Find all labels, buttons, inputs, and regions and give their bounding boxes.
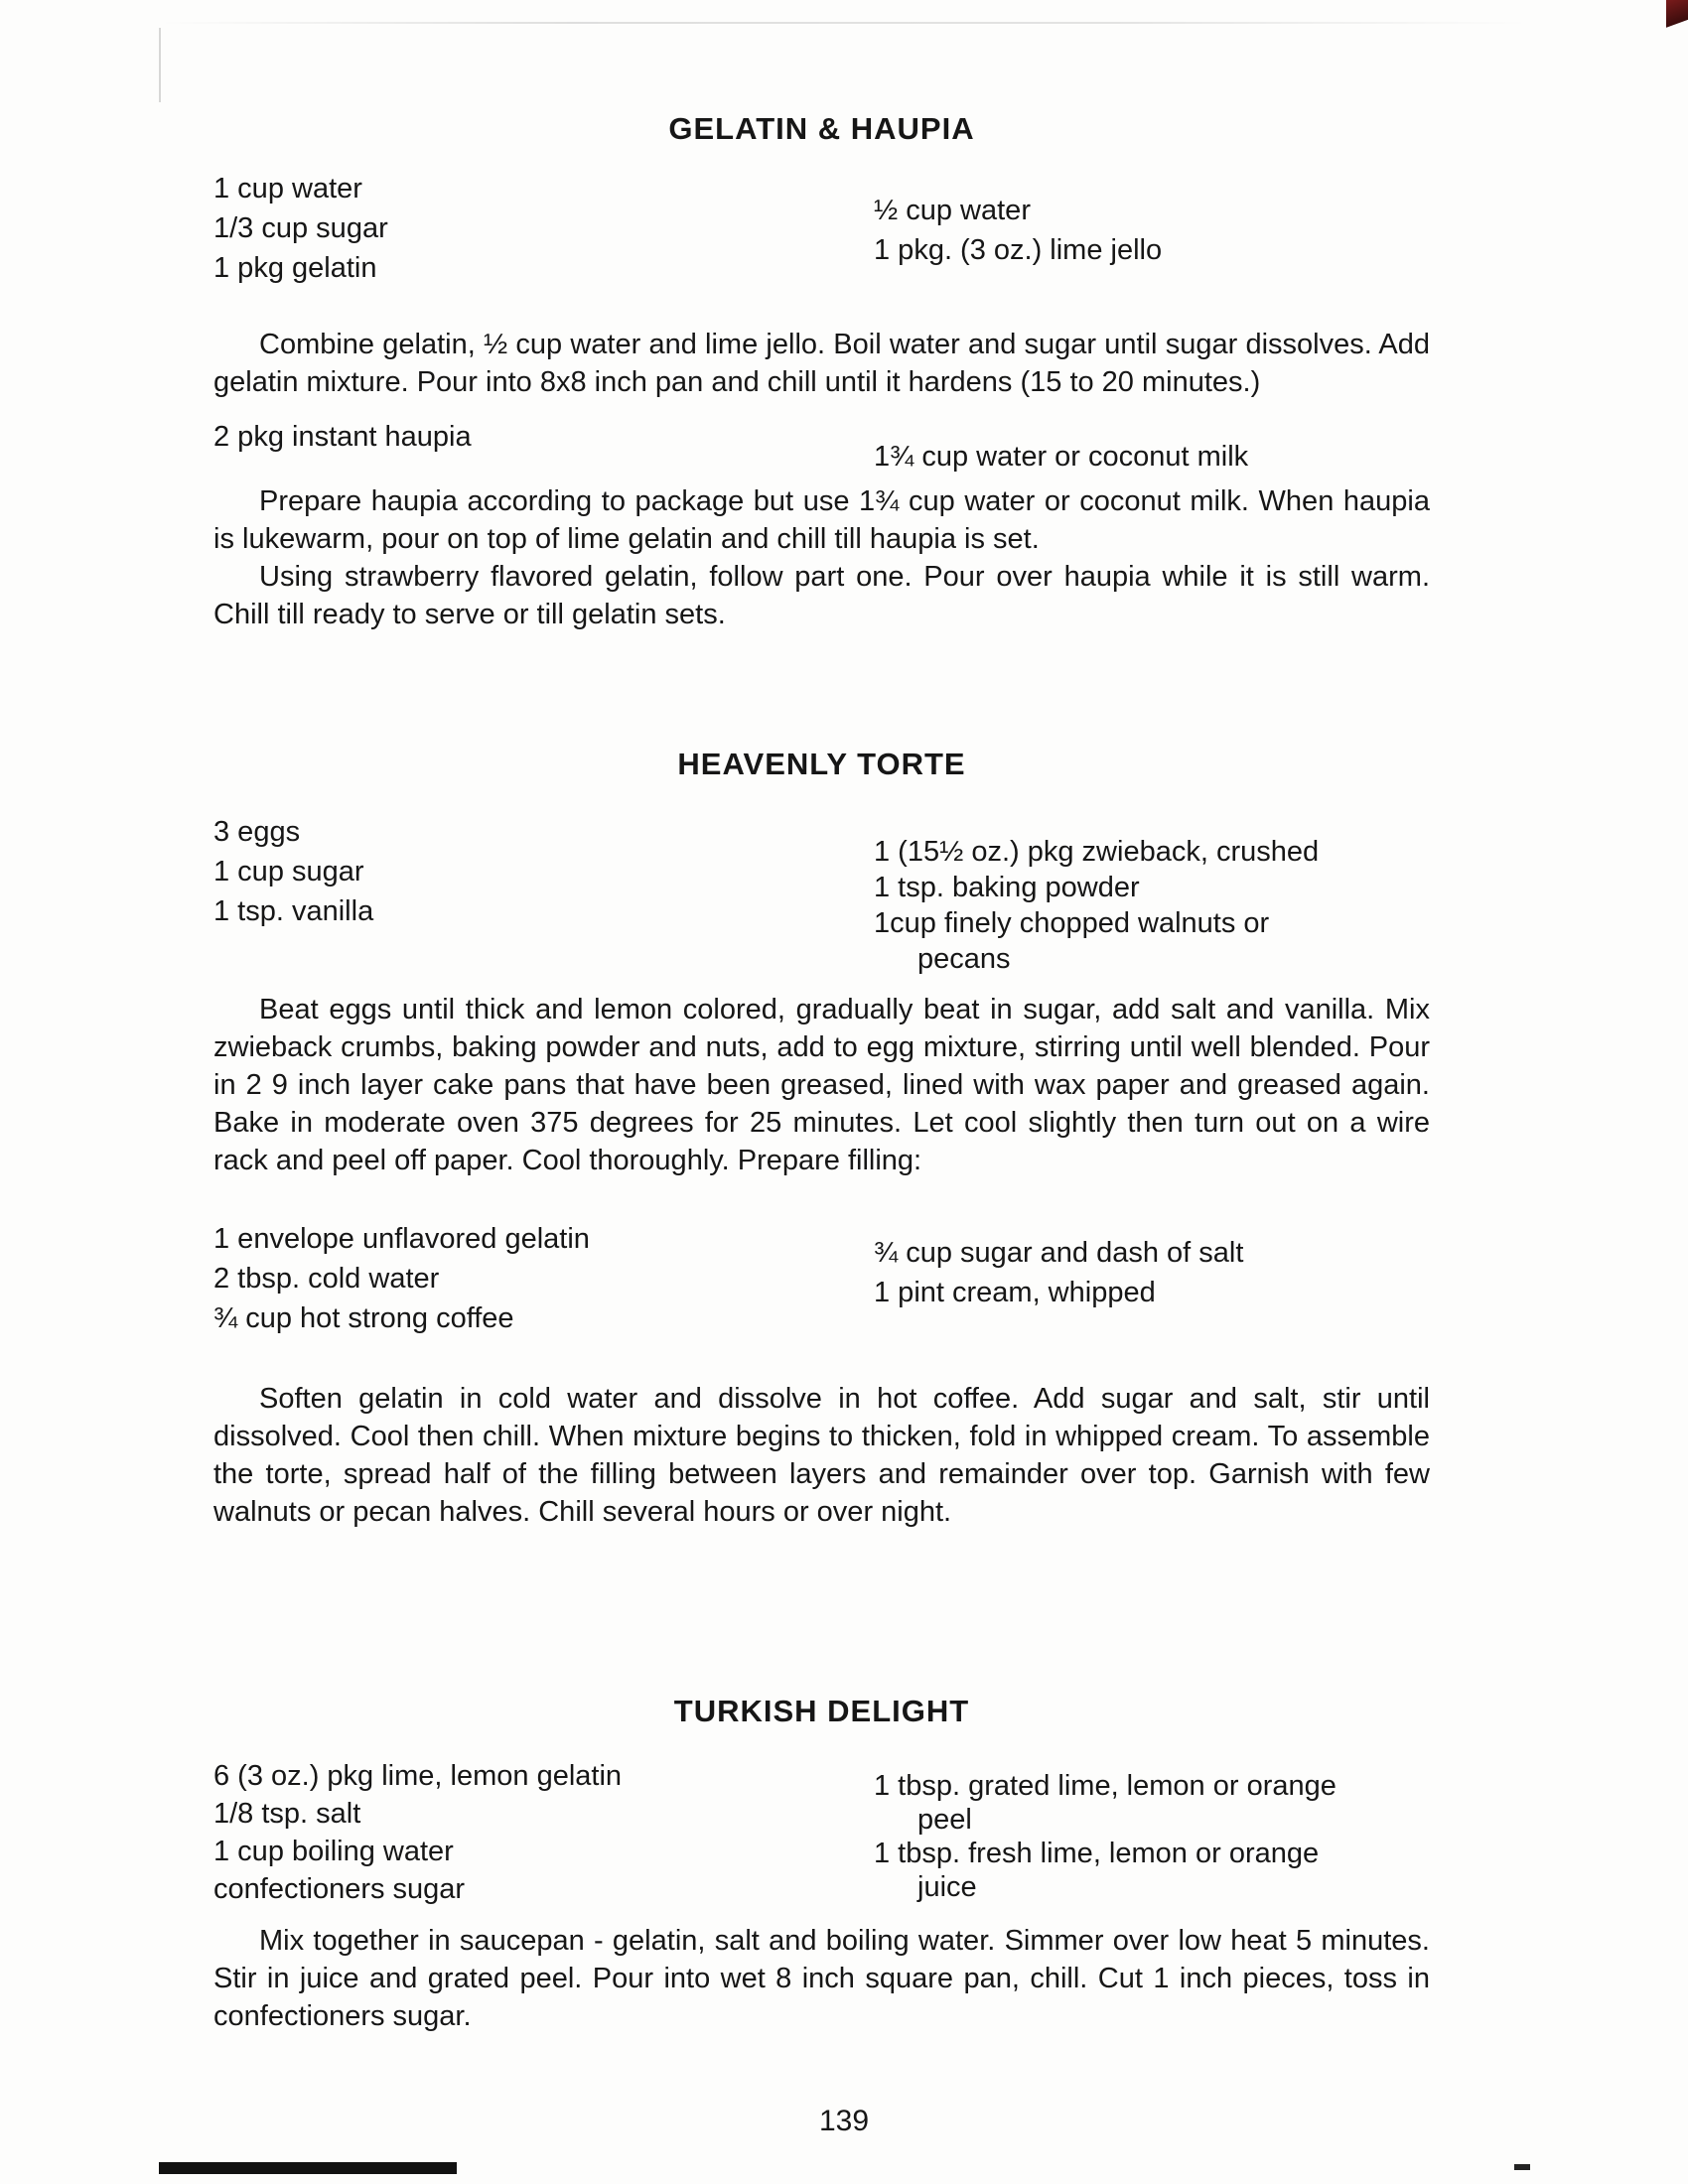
ingredients-right-column [874,810,1430,977]
ingredients-list [213,810,1430,977]
page-left-edge [159,28,161,102]
ingredient-item: 1 tbsp. grated lime, lemon or orange [874,1770,1336,1802]
binding-corner-mark [1666,0,1688,38]
page-top-edge [159,22,1529,24]
instructions-paragraph: Beat eggs until thick and lemon colored, gradually beat in sugar, add salt and vanilla. Mix zwieback crumbs, baking powder and nuts, add to egg mixture, stirring until well blended. Pour in 2 9 inch layer cake pans that have been greased, lined with wax paper and greased again. Bake in moderate oven 375 degrees for 25 minutes. Let cool slightly then turn out on a wire rack and peel off paper. Cool thoroughly. Prepare filling: [213,994,1430,1176]
ingredient-item: 2 pkg instant haupia [213,421,472,453]
ingredient-item-continued: peel [917,1804,972,1836]
recipe-title: GELATIN & HAUPIA [668,111,975,146]
ingredient-item: confectioners sugar [213,1873,466,1905]
ingredients-right-column [874,1219,1430,1338]
ingredients-list [213,169,1430,288]
ingredient-item-continued: juice [917,1871,977,1903]
ingredient-item: 1cup finely chopped walnuts or [874,907,1270,939]
ingredient-item: 3 eggs [213,816,301,848]
ingredients-list [213,1757,1430,1908]
page-number: 139 [818,2105,870,2137]
ingredients-right-column [874,417,1430,477]
ingredient-item: 1 pkg gelatin [213,252,377,284]
ingredient-item: 1 tsp. baking powder [874,872,1140,903]
ingredients-list-secondary [213,417,1430,477]
ingredient-item: ¾ cup hot strong coffee [213,1302,514,1334]
ingredient-item: 1 tsp. vanilla [213,895,374,927]
recipe-title: TURKISH DELIGHT [673,1694,970,1728]
ingredients-right-column [874,169,1430,288]
ingredient-item: 1¾ cup water or coconut milk [874,441,1249,473]
ingredient-item: 2 tbsp. cold water [213,1263,440,1295]
recipe-turkish-delight [213,1694,1430,2035]
scan-edge-bar [159,2162,457,2174]
ingredients-left-column [213,169,799,288]
ingredients-left-column [213,810,799,977]
ingredients-left-column [213,1219,799,1338]
ingredients-left-column [213,417,799,477]
ingredient-item: 1 envelope unflavored gelatin [213,1223,590,1255]
ingredient-item: 1 cup boiling water [213,1836,454,1867]
recipe-gelatin-haupia [213,111,1430,633]
recipe-title: HEAVENLY TORTE [677,747,966,781]
ingredient-item: 1/8 tsp. salt [213,1798,361,1830]
instructions-paragraph: Soften gelatin in cold water and dissolve in hot coffee. Add sugar and salt, stir until dissolved. Cool then chill. When mixture begins to thicken, fold in whipped cream. To assemble the torte, spread half of the filling between layers and remainder over top. Garnish with few walnuts or pecan halves. Chill several hours or over night. [213,1383,1430,1528]
filling-ingredients-list [213,1219,1430,1338]
instructions-paragraph: Using strawberry flavored gelatin, follow part one. Pour over haupia while it is still warm. Chill till ready to serve or till gelatin sets. [213,561,1430,630]
ingredient-item: 1 pint cream, whipped [874,1277,1156,1308]
scan-edge-mark [1514,2164,1530,2170]
ingredient-item: 6 (3 oz.) pkg lime, lemon gelatin [213,1760,623,1792]
ingredient-item: 1 tbsp. fresh lime, lemon or orange [874,1838,1320,1869]
instructions-paragraph: Mix together in saucepan - gelatin, salt and boiling water. Simmer over low heat 5 minutes. Stir in juice and grated peel. Pour into wet 8 inch square pan, chill. Cut 1 inch pieces, toss in confectioners sugar. [213,1925,1430,2032]
ingredient-item: 1/3 cup sugar [213,212,388,244]
recipe-heavenly-torte [213,747,1430,1531]
ingredients-right-column [874,1757,1430,1908]
ingredient-item: 1 cup water [213,173,362,205]
ingredient-item: ½ cup water [874,195,1031,226]
ingredient-item: 1 cup sugar [213,856,364,887]
ingredient-item-continued: pecans [917,943,1011,975]
ingredients-left-column [213,1757,799,1908]
instructions-paragraph: Prepare haupia according to package but use 1¾ cup water or coconut milk. When haupia is lukewarm, pour on top of lime gelatin and chill till haupia is set. [213,485,1430,555]
instructions-paragraph: Combine gelatin, ½ cup water and lime jello. Boil water and sugar until sugar dissolves. Add gelatin mixture. Pour into 8x8 inch pan and chill until it hardens (15 to 20 minutes.) [213,329,1430,398]
ingredient-item: 1 pkg. (3 oz.) lime jello [874,234,1163,266]
ingredient-item: ¾ cup sugar and dash of salt [874,1237,1244,1269]
ingredient-item: 1 (15½ oz.) pkg zwieback, crushed [874,836,1320,868]
